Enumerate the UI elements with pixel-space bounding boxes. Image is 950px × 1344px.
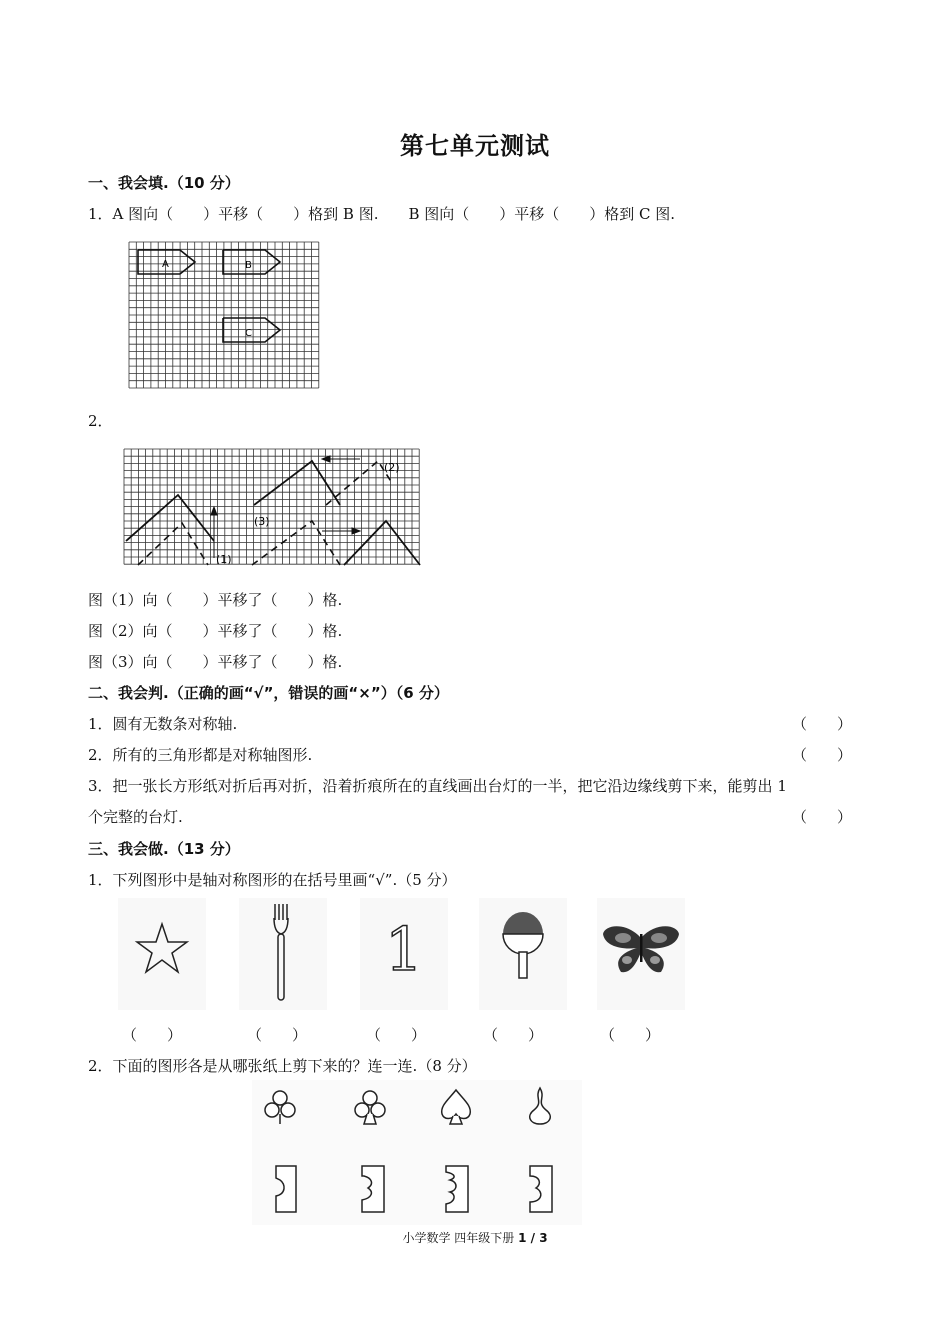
translation-grid-figure-1 <box>125 238 325 396</box>
question-1-2-line-2: 图（2）向（ ）平移了（ ）格. <box>88 622 343 640</box>
digit-one-image <box>360 898 448 1010</box>
figure-3-label: (3) <box>254 515 270 528</box>
question-1-1: 1．A 图向（ ）平移（ ）格到 B 图. B 图向（ ）平移（ ）格到 C 图. <box>88 205 676 223</box>
judge-answer-1[interactable]: （ ） <box>791 715 852 733</box>
judge-answer-2[interactable]: （ ） <box>791 746 852 764</box>
page-footer <box>0 1229 950 1246</box>
butterfly-image <box>597 898 685 1010</box>
section-1-heading: 一、我会填.（10 分） <box>88 174 240 192</box>
figure-1-label: (1) <box>216 553 232 566</box>
shape-answer-2[interactable]: （ ） <box>247 1026 308 1044</box>
shape-a-label: A <box>162 259 169 270</box>
shape-answer-5[interactable]: （ ） <box>600 1026 661 1044</box>
section-2-heading: 二、我会判.（正确的画“√”，错误的画“×”）（6 分） <box>88 684 449 702</box>
question-1-2: 2． <box>88 412 113 430</box>
footer-text: 小学数学 四年级下册 <box>402 1231 515 1245</box>
judge-answer-3[interactable]: （ ） <box>791 808 852 826</box>
shape-answer-3[interactable]: （ ） <box>366 1026 427 1044</box>
judge-item-1: 1．圆有无数条对称轴. <box>88 715 238 733</box>
judge-item-3-cont: 个完整的台灯. <box>88 808 183 826</box>
question-1-2-line-1: 图（1）向（ ）平移了（ ）格. <box>88 591 343 609</box>
translation-grid-figure-2 <box>122 443 422 571</box>
section-3-heading: 三、我会做.（13 分） <box>88 840 240 858</box>
question-3-2: 2．下面的图形各是从哪张纸上剪下来的？连一连.（8 分） <box>88 1057 477 1075</box>
question-3-1: 1．下列图形中是轴对称图形的在括号里画“√”.（5 分） <box>88 871 457 889</box>
page-title: 第七单元测试 <box>400 132 550 160</box>
star-image <box>118 898 206 1010</box>
shape-answer-4[interactable]: （ ） <box>483 1026 544 1044</box>
shape-answer-1[interactable]: （ ） <box>122 1026 183 1044</box>
judge-item-3: 3．把一张长方形纸对折后再对折，沿着折痕所在的直线画出台灯的一半，把它沿边缘线剪下来，能剪出 1 <box>88 777 787 795</box>
shape-b-label: B <box>245 260 252 271</box>
judge-item-2: 2．所有的三角形都是对称轴图形. <box>88 746 313 764</box>
page-number: 1 / 3 <box>518 1231 548 1245</box>
question-1-2-line-3: 图（3）向（ ）平移了（ ）格. <box>88 653 343 671</box>
paper-cut-matching-figure <box>252 1080 582 1225</box>
shape-c-label: C <box>245 328 252 339</box>
ping-pong-paddle-image <box>479 898 567 1010</box>
digit-one-glyph: 1 <box>384 915 424 985</box>
figure-2-label: (2) <box>384 461 400 474</box>
fork-image <box>239 898 327 1010</box>
